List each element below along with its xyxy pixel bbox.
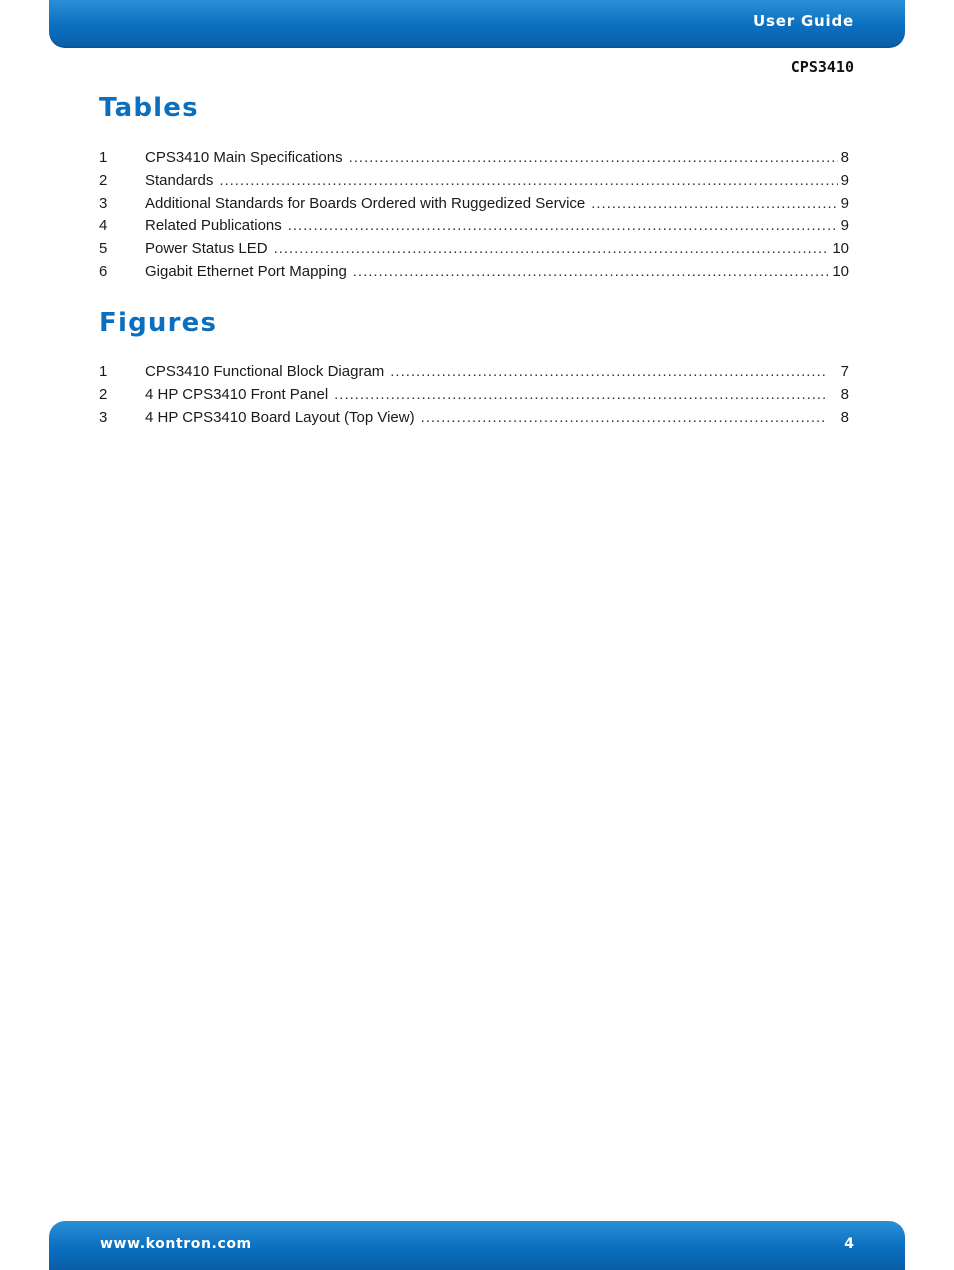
dot-leader — [591, 193, 837, 216]
dot-leader — [274, 238, 830, 261]
entry-title[interactable]: Additional Standards for Boards Ordered with Ruggedized Service — [145, 194, 586, 212]
figures-heading: Figures — [99, 308, 218, 338]
entry-number: 6 — [99, 262, 108, 280]
entry-title[interactable]: 4 HP CPS3410 Board Layout (Top View) — [145, 408, 415, 426]
toc-entry[interactable] — [99, 193, 849, 216]
tables-heading: Tables — [99, 93, 199, 123]
dot-leader — [353, 261, 830, 284]
entry-number: 2 — [99, 171, 108, 189]
entry-title[interactable]: Standards — [145, 171, 214, 189]
entry-number: 1 — [99, 363, 108, 380]
entry-page[interactable]: 10 — [832, 240, 849, 258]
entry-number: 2 — [99, 385, 108, 403]
toc-entry[interactable] — [99, 261, 849, 284]
toc-entry[interactable] — [99, 238, 849, 261]
website-link[interactable]: www.kontron.com — [100, 1236, 252, 1252]
entry-number: 3 — [99, 194, 108, 212]
toc-entry[interactable] — [99, 170, 849, 193]
entry-number: 3 — [99, 408, 108, 426]
entry-title[interactable]: 4 HP CPS3410 Front Panel — [145, 385, 329, 403]
entry-page[interactable]: 7 — [840, 363, 849, 380]
entry-number: 5 — [99, 240, 108, 258]
dot-leader — [219, 170, 837, 193]
entry-page[interactable]: 9 — [840, 217, 849, 235]
toc-entry[interactable] — [99, 215, 849, 238]
entry-title[interactable]: CPS3410 Main Specifications — [145, 149, 343, 166]
dot-leader — [390, 361, 825, 384]
footer-bar — [49, 1221, 905, 1270]
entry-page[interactable]: 8 — [840, 149, 849, 166]
dot-leader — [349, 147, 838, 170]
entry-title[interactable]: Power Status LED — [145, 240, 268, 258]
document-type-title: User Guide — [753, 12, 854, 30]
figures-list — [99, 361, 849, 429]
dot-leader — [334, 384, 825, 407]
entry-page[interactable]: 8 — [840, 408, 849, 426]
entry-page[interactable]: 8 — [840, 385, 849, 403]
product-name: CPS3410 — [790, 58, 854, 76]
tables-list — [99, 147, 849, 284]
toc-entry[interactable] — [99, 407, 849, 430]
entry-title[interactable]: CPS3410 Functional Block Diagram — [145, 363, 385, 380]
toc-entry[interactable] — [99, 361, 849, 384]
dot-leader — [421, 407, 825, 430]
entry-number: 4 — [99, 217, 108, 235]
toc-entry[interactable] — [99, 147, 849, 170]
entry-title[interactable]: Related Publications — [145, 217, 282, 235]
header-bar — [49, 0, 905, 48]
entry-page[interactable]: 10 — [832, 262, 849, 280]
toc-entry[interactable] — [99, 384, 849, 407]
dot-leader — [288, 215, 838, 238]
entry-number: 1 — [99, 149, 108, 166]
entry-page[interactable]: 9 — [840, 171, 849, 189]
entry-page[interactable]: 9 — [840, 194, 849, 212]
entry-title[interactable]: Gigabit Ethernet Port Mapping — [145, 262, 347, 280]
page-number: 4 — [844, 1236, 854, 1252]
